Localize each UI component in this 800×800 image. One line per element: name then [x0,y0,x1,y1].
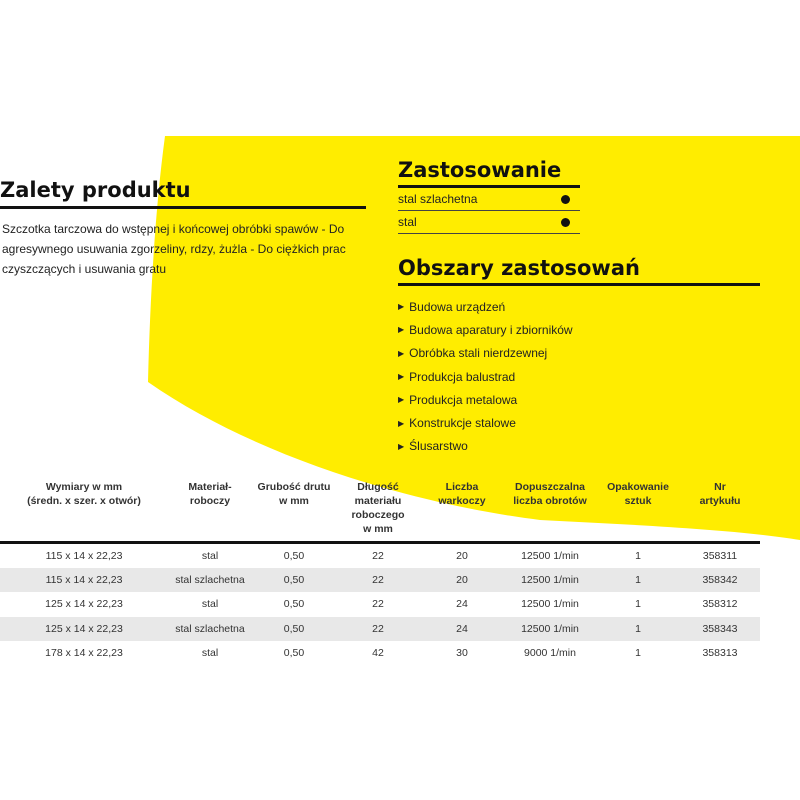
column-header-line: (średn. x szer. x otwór) [27,495,141,507]
area-item-label: Budowa aparatury i zbiorników [409,322,573,337]
filled-circle-icon [561,218,570,227]
table-cell: 42 [372,647,384,660]
table-cell: 20 [420,568,504,592]
area-item-label: Produkcja metalowa [409,392,518,407]
area-item-label: Budowa urządzeń [409,299,506,314]
table-body [0,542,760,665]
table-cell: 22 [336,568,420,592]
table-cell: 125 x 14 x 22,23 [45,598,123,611]
column-header-line: sztuk [624,495,652,507]
column-header [420,480,504,542]
table-cell: 0,50 [252,568,336,592]
table-cell: 358343 [680,617,760,641]
area-item-label: Produkcja balustrad [409,369,516,384]
table-cell: 178 x 14 x 22,23 [45,647,123,660]
triangle-bullet-icon: ▶ [398,395,405,405]
table-cell: 1 [635,549,641,562]
column-header-line: warkoczy [438,495,486,507]
table-header-row [0,480,760,542]
area-item-label: Obróbka stali nierdzewnej [409,346,548,361]
table-cell: 125 x 14 x 22,23 [0,617,168,641]
area-item [398,435,798,458]
advantages-rule [0,206,366,209]
application-areas [398,256,798,458]
triangle-bullet-icon: ▶ [398,441,405,451]
table-cell: 20 [456,549,468,562]
column-header [252,480,336,542]
column-header-line: materiału [354,495,402,507]
table-cell: 0,50 [283,598,305,611]
application-list [398,188,580,234]
application-item [398,188,580,211]
table-cell: 22 [336,617,420,641]
triangle-bullet-icon: ▶ [398,348,405,358]
column-header-line: artykułu [699,495,741,507]
table-cell: 358311 [702,549,738,562]
column-header-line: Wymiary w mm [45,481,123,493]
advantages-description: Szczotka tarczowa do wstępnej i końcowej obróbki spawów - Do agresywnego usuwania zgorzeliny, rdzy, żużla - Do ciężkich prac czyszczących i usuwania gratu [2,222,346,276]
area-item [398,388,798,411]
table-cell: 1 [635,647,641,660]
table-cell: 1 [596,568,680,592]
table-cell: 358313 [702,647,738,660]
column-header-line: Dopuszczalna [514,481,585,493]
area-item [398,365,798,388]
table-row [0,641,760,665]
table-cell: 0,50 [252,617,336,641]
column-header-line: w mm [279,495,309,507]
application-section [398,158,580,234]
area-item [398,342,798,365]
areas-rule [398,283,760,286]
area-item [398,318,798,341]
area-item-label: Ślusarstwo [409,439,468,454]
areas-title: Obszary zastosowań [398,256,640,280]
triangle-bullet-icon: ▶ [398,418,405,428]
column-header-line: Opakowanie [607,481,669,493]
table-cell: 12500 1/min [521,598,579,611]
table-cell: stal szlachetna [168,568,252,592]
application-item [398,211,580,234]
column-header [168,480,252,542]
table-row [0,617,760,641]
column-header [504,480,596,542]
triangle-bullet-icon: ▶ [398,325,405,335]
table-cell: 0,50 [283,549,305,562]
table-cell: 24 [420,617,504,641]
table-cell: 358312 [702,598,738,611]
column-header-line: roboczy [189,495,231,507]
table-cell: 22 [372,549,384,562]
column-header-line: w mm [363,523,393,535]
column-header-line: roboczego [351,509,405,521]
table-cell: 115 x 14 x 22,23 [0,568,168,592]
table-cell: stal szlachetna [168,617,252,641]
areas-list [398,295,798,458]
table-row [0,592,760,616]
area-item [398,295,798,318]
filled-circle-icon [561,195,570,204]
table-cell: stal [201,549,219,562]
table-cell: 358342 [680,568,760,592]
table-row [0,542,760,568]
column-header-line: Długość [357,481,399,493]
column-header-line: liczba obrotów [513,495,587,507]
area-item [398,411,798,434]
column-header-line: Liczba [445,481,479,493]
table-cell: 24 [456,598,468,611]
column-header [596,480,680,542]
table-cell: 9000 1/min [524,647,576,660]
table-cell: 0,50 [283,647,305,660]
column-header [336,480,420,542]
column-header [0,480,168,542]
column-header-line: Grubość drutu [257,481,331,493]
column-header [680,480,760,542]
table-cell: 1 [635,598,641,611]
table-row [0,568,760,592]
table-cell: stal [201,647,219,660]
triangle-bullet-icon: ▶ [398,372,405,382]
table-cell: 12500 1/min [504,617,596,641]
table-cell: 30 [456,647,468,660]
spec-table [0,480,760,665]
table-cell: 12500 1/min [521,549,579,562]
table-cell: stal [201,598,219,611]
column-header-line: Nr [714,481,726,493]
table-cell: 1 [596,617,680,641]
triangle-bullet-icon: ▶ [398,302,405,312]
application-title: Zastosowanie [398,158,562,182]
area-item-label: Konstrukcje stalowe [409,416,516,431]
application-item-label: stal [398,215,417,229]
table-cell: 22 [372,598,384,611]
table-cell: 12500 1/min [504,568,596,592]
application-item-label: stal szlachetna [398,192,478,206]
product-advantages [0,178,366,279]
advantages-title: Zalety produktu [0,178,191,202]
table-cell: 115 x 14 x 22,23 [45,549,123,562]
column-header-line: Materiał- [188,481,232,493]
